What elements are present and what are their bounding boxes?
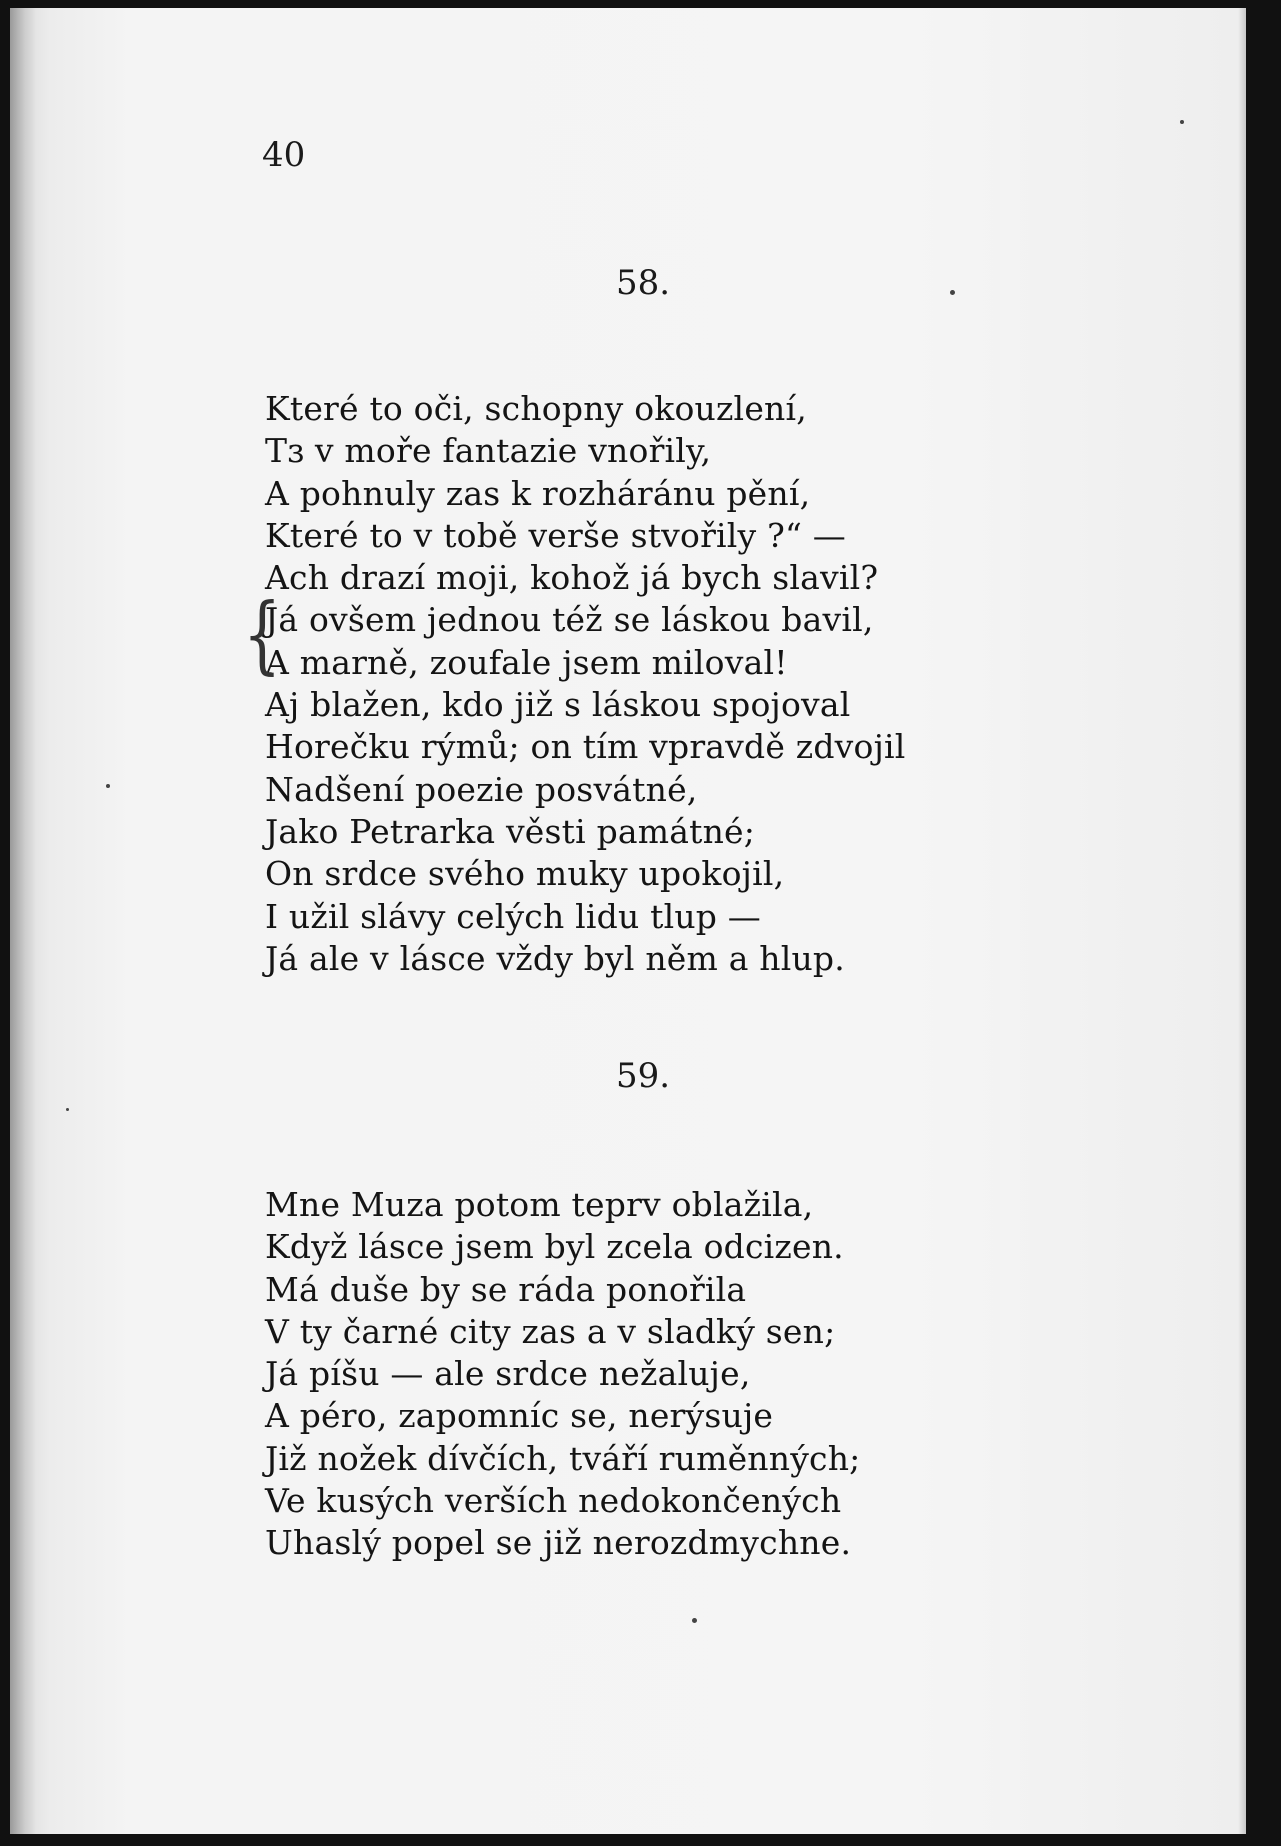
verse-line: I užil slávy celých lidu tlup — <box>265 896 761 936</box>
poem-number-59: 59. <box>615 1056 671 1096</box>
print-speck <box>106 784 110 788</box>
book-page <box>10 8 1246 1834</box>
verse-line: Uhaslý popel se již nerozdmychne. <box>265 1523 852 1563</box>
verse-line: V ty čarné city zas a v sladký sen; <box>265 1311 836 1351</box>
verse-line: Jako Petrarka věsti památné; <box>265 811 756 851</box>
page-number: 40 <box>262 135 306 175</box>
poem-58-stanza <box>265 388 906 980</box>
verse-line: A marně, zoufale jsem miloval! <box>265 642 788 682</box>
print-speck <box>950 290 955 295</box>
verse-line: A péro, zapomníc se, nerýsuje <box>265 1396 774 1436</box>
verse-line: Mne Muza potom teprv oblažila, <box>265 1185 814 1224</box>
verse-line: Má duše by se ráda ponořila <box>265 1269 747 1309</box>
poem-59-stanza <box>265 1184 861 1565</box>
print-speck <box>66 1108 69 1111</box>
verse-line: Aj blažen, kdo již s láskou spojoval <box>265 685 851 725</box>
verse-line: On srdce svého muky upokojil, <box>265 854 785 894</box>
verse-line: A pohnuly zas k rozháránu pění, <box>265 473 811 513</box>
poem-number-58: 58. <box>615 263 671 303</box>
verse-line: Nadšení poezie posvátné, <box>265 769 698 809</box>
verse-line: Které to oči, schopny okouzlení, <box>265 389 807 428</box>
verse-line: Ve kusých verších nedokončených <box>265 1481 842 1521</box>
verse-line: Já ale v lásce vždy byl něm a hlup. <box>265 938 845 978</box>
verse-line: Když lásce jsem byl zcela odcizen. <box>265 1227 844 1267</box>
verse-line: Ach drazí moji, kohož já bych slavil? <box>265 558 879 598</box>
verse-line: Horečku rýmů; on tím vpravdě zdvojil <box>265 727 906 767</box>
verse-line: Již nožek dívčích, tváří ruměnných; <box>265 1438 861 1478</box>
verse-line: Tɜ v moře fantazie vnořily, <box>265 431 712 471</box>
print-speck <box>692 1618 697 1623</box>
print-speck <box>1180 120 1184 124</box>
verse-line: Já ovšem jednou též se láskou bavil, <box>265 600 874 640</box>
verse-line: Já píšu — ale srdce nežaluje, <box>265 1354 751 1394</box>
verse-line: Které to v tobě verše stvořily ?“ — <box>265 515 846 555</box>
margin-brace-mark: { <box>243 586 282 684</box>
